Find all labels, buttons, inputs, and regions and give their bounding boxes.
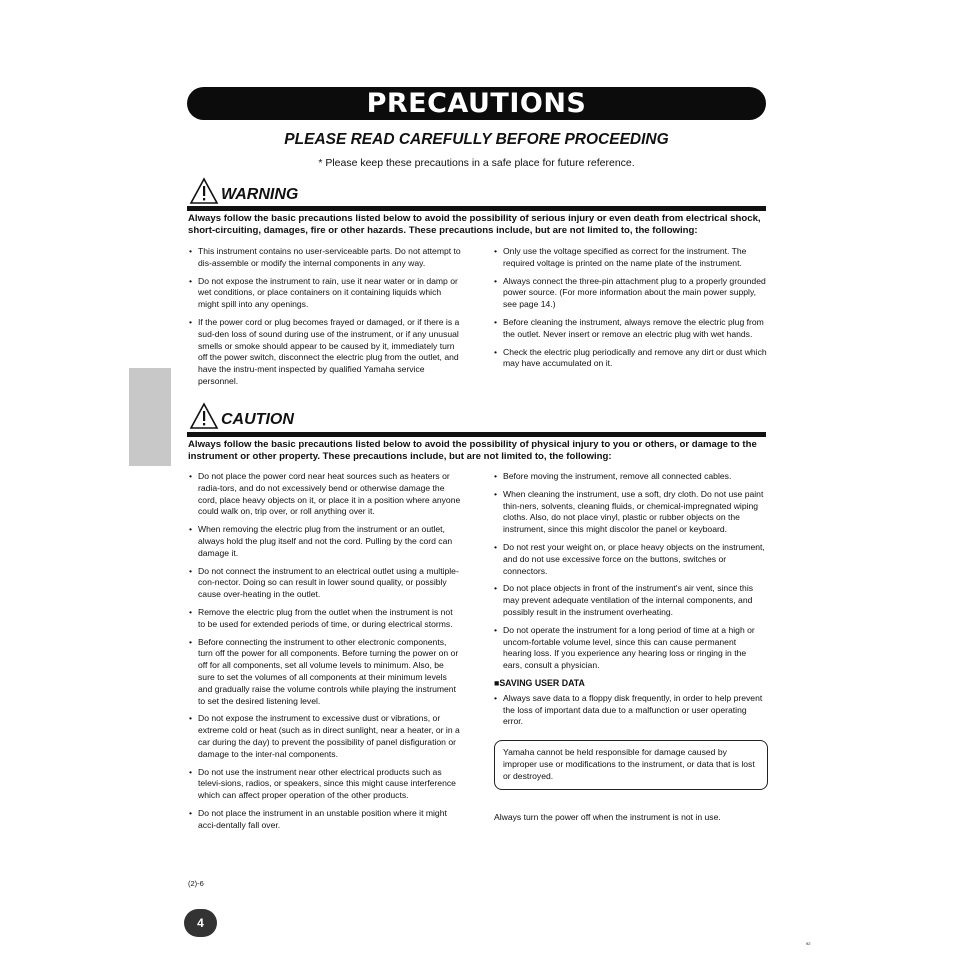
warning-heading: [189, 177, 298, 205]
warning-triangle-icon: [189, 177, 219, 205]
warning-left-column: [189, 246, 462, 394]
list-item: • Do not rest your weight on, or place heavy objects on the instrument, and do not use excessive force on the buttons, switches or connectors.: [494, 542, 767, 577]
list-item: • Before connecting the instrument to other electronic components, turn off the power for all components. Before turning the power on or off for all components, set all volume levels to minimum. Also, be sure to set the volumes of all components at their minimum levels and gradually raise the volume controls while playing the instrument to set the desired listening level.: [189, 637, 462, 708]
caution-left-column: [189, 471, 462, 838]
side-tab: [129, 368, 171, 466]
list-item: • Before moving the instrument, remove all connected cables.: [494, 471, 767, 483]
subtitle: PLEASE READ CAREFULLY BEFORE PROCEEDING: [284, 131, 669, 148]
list-item: • Check the electric plug periodically and remove any dirt or dust which may have accumulated on it.: [494, 347, 767, 371]
print-mark: 92: [806, 941, 811, 946]
reference-note: * Please keep these precautions in a safe place for future reference.: [318, 157, 635, 169]
list-item: • When removing the electric plug from the instrument or an outlet, always hold the plug itself and not the cord. Pulling by the cord can damage it.: [189, 524, 462, 559]
list-item: • Do not place the instrument in an unstable position where it might acci-dentally fall over.: [189, 808, 462, 832]
list-item: • Only use the voltage specified as correct for the instrument. The required voltage is printed on the name plate of the instrument.: [494, 246, 767, 270]
list-item: • Do not place objects in front of the instrument's air vent, since this may prevent adequate ventilation of the internal components, and possibly result in the instrument overheating.: [494, 583, 767, 618]
list-item: • Before cleaning the instrument, always remove the electric plug from the outlet. Never insert or remove an electric plug with wet hands.: [494, 317, 767, 341]
list-item: • If the power cord or plug becomes frayed or damaged, or if there is a sud-den loss of sound during use of the instrument, or if any unusual smells or smoke should appear to be caused by it, immediately turn off the power switch, disconnect the electric plug from the outlet, and have the instru-ment inspected by qualified Yamaha service personnel.: [189, 317, 462, 388]
list-item: • When cleaning the instrument, use a soft, dry cloth. Do not use paint thin-ners, solvents, cleaning fluids, or chemical-impregnated wiping cloths. Also, do not place vinyl, plastic or rubber objects on the instrument, since this might discolor the panel or keyboard.: [494, 489, 767, 536]
list-item: • Do not expose the instrument to excessive dust or vibrations, or extreme cold or heat (such as in direct sunlight, near a heater, or in a car during the day) to prevent the possibility of panel disfiguration or damage to the inter-nal components.: [189, 713, 462, 760]
document-code: (2)-6: [188, 879, 204, 888]
caution-rule: [187, 432, 766, 437]
list-item: • Remove the electric plug from the outlet when the instrument is not to be used for extended periods of time, or during electrical storms.: [189, 607, 462, 631]
warning-label: WARNING: [221, 186, 299, 203]
warning-rule: [187, 206, 766, 211]
title-bar: [187, 87, 766, 120]
page-number: 4: [197, 916, 204, 930]
list-item: • Do not use the instrument near other electrical products such as televi-sions, radios, or speakers, since this might cause interference which can affect proper operation of the other products.: [189, 767, 462, 802]
caution-intro: Always follow the basic precautions listed below to avoid the possibility of physical injury to you or others, or damage to the instrument or other property. These precautions include, but are not limited to, the following:: [188, 439, 757, 462]
list-item: • Do not connect the instrument to an electrical outlet using a multiple-con-nector. Doing so can result in lower sound quality, or possibly cause over-heating in the outlet.: [189, 566, 462, 601]
caution-heading: [189, 402, 294, 430]
warning-triangle-icon: [189, 402, 219, 430]
list-item: • Do not place the power cord near heat sources such as heaters or radia-tors, and do not excessively bend or otherwise damage the cord, place heavy objects on it, or place it in a position where anyone could walk on, trip over, or roll anything over it.: [189, 471, 462, 518]
page-title: PRECAUTIONS: [366, 88, 587, 119]
power-off-note: Always turn the power off when the instrument is not in use.: [494, 811, 721, 822]
warning-right-column: [494, 246, 767, 376]
caution-label: CAUTION: [221, 411, 294, 428]
list-item: • This instrument contains no user-serviceable parts. Do not attempt to dis-assemble or modify the internal components in any way.: [189, 246, 462, 270]
liability-notice-box: [494, 740, 768, 789]
liability-notice-text: Yamaha cannot be held responsible for damage caused by improper use or modifications to the instrument, or data that is lost or destroyed.: [503, 747, 755, 781]
list-item: • Always connect the three-pin attachment plug to a properly grounded power source. (For more information about the main power supply, see page 14.): [494, 276, 767, 311]
caution-right-column: [494, 471, 767, 823]
list-item: • Do not expose the instrument to rain, use it near water or in damp or wet conditions, or place containers on it containing liquids which might spill into any openings.: [189, 276, 462, 311]
warning-intro: Always follow the basic precautions listed below to avoid the possibility of serious injury or even death from electrical shock, short-circuiting, damages, fire or other hazards. These precautions include, but are not limited to, the following:: [188, 213, 761, 236]
page-number-badge: [184, 909, 217, 937]
list-item: • Always save data to a floppy disk frequently, in order to help prevent the loss of important data due to a malfunction or user operating error.: [494, 693, 767, 728]
list-item: • Do not operate the instrument for a long period of time at a high or uncom-fortable volume level, since this can cause permanent hearing loss. If you experience any hearing loss or ringing in the ears, consult a physician.: [494, 625, 767, 672]
saving-user-data-heading: ■SAVING USER DATA: [494, 677, 585, 688]
